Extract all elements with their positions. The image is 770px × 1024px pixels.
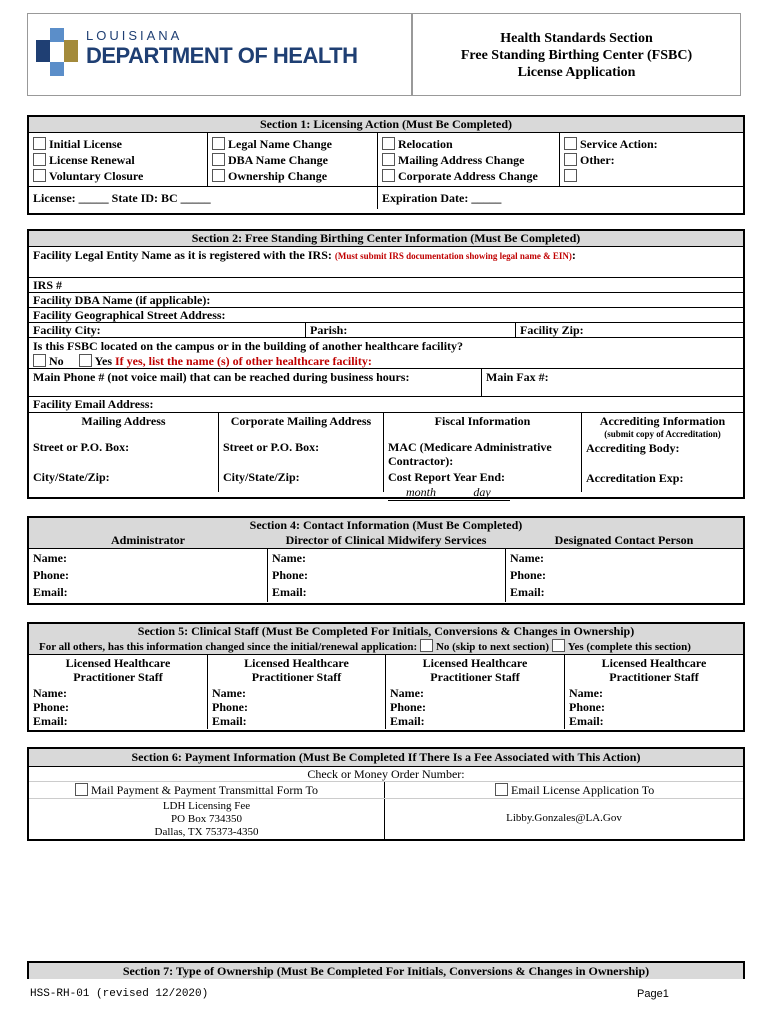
checkbox-relocation[interactable] bbox=[382, 137, 395, 150]
header-line3: License Application bbox=[517, 65, 636, 80]
legal-entity-label: Facility Legal Entity Name as it is registered with the IRS: bbox=[33, 248, 332, 262]
form-number: HSS-RH-01 (revised 12/2020) bbox=[30, 988, 209, 1000]
section-7 bbox=[27, 961, 745, 979]
check-number-field[interactable]: Check or Money Order Number: bbox=[29, 767, 743, 782]
checkbox-other[interactable] bbox=[564, 153, 577, 166]
checkbox-mail-payment[interactable] bbox=[75, 783, 88, 796]
section-5-title: Section 5: Clinical Staff (Must Be Completed For Initials, Conversions & Changes in Ownership) bbox=[137, 624, 635, 638]
section-7-title: Section 7: Type of Ownership (Must Be Completed For Initials, Conversions & Changes in Ownership) bbox=[122, 964, 650, 978]
checkbox-blank[interactable] bbox=[564, 169, 577, 182]
checkbox-s5-no[interactable] bbox=[420, 639, 433, 652]
main-fax-field[interactable]: Main Fax #: bbox=[481, 369, 743, 396]
page-number: Page1 bbox=[637, 988, 669, 1000]
accred-exp-field[interactable]: Accreditation Exp: bbox=[586, 471, 684, 485]
mailing-csz-field[interactable]: City/State/Zip: bbox=[33, 470, 110, 484]
checkbox-initial-license[interactable] bbox=[33, 137, 46, 150]
mac-field[interactable]: MAC (Medicare Administrative Contractor): bbox=[388, 440, 552, 468]
checkbox-legal-name-change[interactable] bbox=[212, 137, 225, 150]
section-2: Section 2: Free Standing Birthing Center Information (Must Be Completed) Facility Legal Entity Name as it is registered with the IRS: (Must submit IRS documentation showing legal name & EIN): IRS # Facility DBA Name (if applicable): Facility Geographical Street Address: Facility City: Parish: Facility Zip: Is this FSBC located on the campus or in the building of another healthcare facility? No Yes If yes, list the name (s) of other healthcare facility: Main Phone # (not voice mail) that can be reached during business hours: Main Fax #: Facility Email Address: Mailing Address Street or P.O. Box: City/State/Zip: Corporate Mailing Address Street or P.O. Box: City/State/Zip: Fiscal Information MAC (Medicare Administrative Contractor): Cost Report Year End: month day Accrediting Information (submit copy of Accreditation) Accrediting Body: Accreditation Exp: bbox=[27, 229, 745, 499]
checkbox-service-action[interactable] bbox=[564, 137, 577, 150]
header-line2: Free Standing Birthing Center (FSBC) bbox=[460, 48, 693, 63]
section-1: Section 1: Licensing Action (Must Be Completed) Initial License License Renewal Voluntary Closure Legal Name Change DBA Name Change Ownership Change Relocation Mailing Address Change Corporate Address Change Service Action: Other: License: _____ State ID: BC _____ Expiration Date: _____ bbox=[27, 115, 745, 215]
section-5: Section 5: Clinical Staff (Must Be Completed For Initials, Conversions & Changes in Ownership) For all others, has this information changed since the initial/renewal application: No (skip to next section) Yes (complete this section) Licensed Healthcare Practitioner Staff Name: Phone: Email: Licensed Healthcare Practitioner Staff Name: Phone: Email: Licensed Healthcare Practitioner Staff Name: Phone: Email: Licensed Healthcare Practitioner Staff Name: Phone: Email: bbox=[27, 622, 745, 732]
zip-field[interactable]: Facility Zip: bbox=[515, 323, 743, 337]
section-1-title: Section 1: Licensing Action (Must Be Completed) bbox=[29, 117, 743, 133]
yes-note: If yes, list the name (s) of other healthcare facility: bbox=[115, 354, 372, 368]
facility-email-field[interactable]: Facility Email Address: bbox=[33, 397, 154, 411]
checkbox-s5-yes[interactable] bbox=[552, 639, 565, 652]
header-line1: Health Standards Section bbox=[500, 31, 653, 46]
email-address[interactable]: Libby.Gonzales@LA.Gov bbox=[384, 799, 743, 839]
expiration-field[interactable]: Expiration Date: _____ bbox=[377, 187, 743, 209]
campus-question: Is this FSBC located on the campus or in the building of another healthcare facility? bbox=[33, 339, 464, 353]
mailing-street-field[interactable]: Street or P.O. Box: bbox=[33, 440, 130, 454]
checkbox-campus-yes[interactable] bbox=[79, 354, 92, 367]
checkbox-mailing-address-change[interactable] bbox=[382, 153, 395, 166]
license-field[interactable]: License: _____ State ID: BC _____ bbox=[33, 191, 211, 205]
irs-field[interactable]: IRS # bbox=[29, 278, 743, 293]
corporate-csz-field[interactable]: City/State/Zip: bbox=[223, 470, 300, 484]
ldh-logo-icon bbox=[36, 28, 78, 76]
dba-field[interactable]: Facility DBA Name (if applicable): bbox=[29, 293, 743, 308]
main-phone-field[interactable]: Main Phone # (not voice mail) that can be reached during business hours: bbox=[33, 370, 410, 384]
logo-line2: DEPARTMENT OF HEALTH bbox=[86, 43, 358, 68]
checkbox-voluntary-closure[interactable] bbox=[33, 169, 46, 182]
geo-address-field[interactable]: Facility Geographical Street Address: bbox=[29, 308, 743, 323]
checkbox-email-application[interactable] bbox=[495, 783, 508, 796]
header-title-box bbox=[412, 13, 741, 96]
city-field[interactable]: Facility City: bbox=[33, 323, 101, 337]
parish-field[interactable]: Parish: bbox=[305, 323, 515, 337]
section-4: Section 4: Contact Information (Must Be Completed) Administrator Director of Clinical Midwifery Services Designated Contact Person Name: Phone: Email: Name: Phone: Email: Name: Phone: Email: bbox=[27, 516, 745, 605]
accred-body-field[interactable]: Accrediting Body: bbox=[586, 441, 680, 455]
checkbox-ownership-change[interactable] bbox=[212, 169, 225, 182]
checkbox-license-renewal[interactable] bbox=[33, 153, 46, 166]
checkbox-corporate-address-change[interactable] bbox=[382, 169, 395, 182]
section-6-title: Section 6: Payment Information (Must Be Completed If There Is a Fee Associated with This Action) bbox=[29, 749, 743, 767]
checkbox-campus-no[interactable] bbox=[33, 354, 46, 367]
legal-entity-note: (Must submit IRS documentation showing legal name & EIN) bbox=[334, 251, 572, 261]
section-6: Section 6: Payment Information (Must Be Completed If There Is a Fee Associated with This Action) Check or Money Order Number: Mail Payment & Payment Transmittal Form To Email License Application To LDH Licensing Fee PO Box 734350 Dallas, TX 75373-4350 Libby.Gonzales@LA.Gov bbox=[27, 747, 745, 841]
cost-report-field[interactable]: Cost Report Year End: bbox=[388, 470, 505, 484]
section-4-title: Section 4: Contact Information (Must Be Completed) bbox=[249, 518, 523, 532]
logo-line1: LOUISIANA bbox=[86, 28, 183, 43]
section-2-title: Section 2: Free Standing Birthing Center Information (Must Be Completed) bbox=[29, 231, 743, 247]
corporate-street-field[interactable]: Street or P.O. Box: bbox=[223, 440, 320, 454]
checkbox-dba-name-change[interactable] bbox=[212, 153, 225, 166]
